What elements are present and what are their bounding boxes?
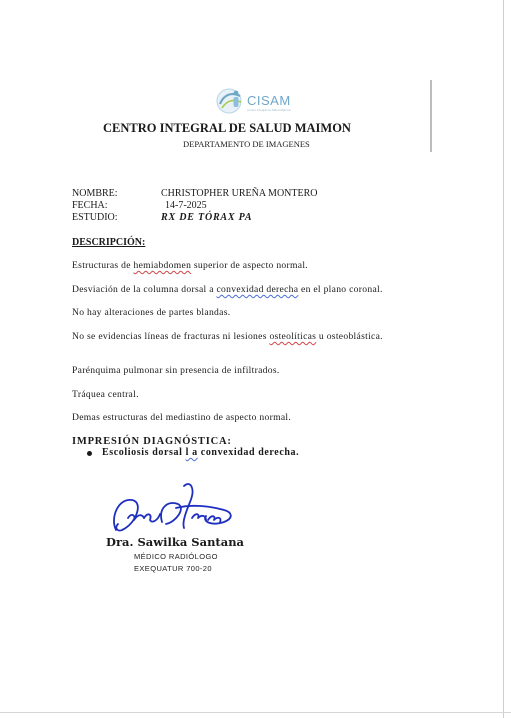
name-label: NOMBRE: — [72, 188, 118, 199]
logo-text: CISAM — [247, 93, 291, 108]
study-label: ESTUDIO: — [72, 212, 118, 223]
p2-text-c: en el plano coronal. — [298, 284, 383, 295]
p1-text-c: superior de aspecto normal. — [191, 260, 308, 271]
impression-item — [102, 447, 299, 458]
p4-misspelled-word: osteolíticas — [269, 331, 317, 342]
cisam-logo-icon — [214, 86, 246, 116]
study-value: RX DE TÓRAX PA — [161, 212, 253, 223]
date-label: FECHA: — [72, 200, 108, 211]
description-paragraph-2 — [72, 284, 412, 295]
bullet-icon — [87, 451, 92, 456]
p1-text-a: Estructuras de — [72, 260, 134, 271]
description-paragraph-6: Tráquea central. — [72, 389, 139, 400]
page-edge-right — [503, 0, 504, 718]
description-paragraph-1 — [72, 260, 412, 271]
impression-text-a: Escoliosis dorsal — [102, 447, 186, 458]
date-value: 14-7-2025 — [165, 200, 207, 211]
doctor-title: MÉDICO RADIÓLOGO — [134, 552, 218, 561]
page-edge-bottom — [0, 712, 511, 713]
p4-text-c: u osteoblástica. — [316, 331, 383, 342]
description-paragraph-3: No hay alteraciones de partes blandas. — [72, 307, 231, 318]
doctor-name: Dra. Sawilka Santana — [106, 535, 244, 549]
description-paragraph-7: Demas estructuras del mediastino de aspecto normal. — [72, 412, 292, 423]
center-name: CENTRO INTEGRAL DE SALUD MAIMON — [103, 121, 351, 135]
description-heading: DESCRIPCIÓN: — [72, 237, 146, 248]
p4-text-a: No se evidencias líneas de fracturas ni lesiones — [72, 331, 270, 342]
impression-grammar-flag: l a — [185, 447, 198, 458]
handwritten-signature — [106, 478, 246, 538]
impression-heading: IMPRESIÓN DIAGNÓSTICA: — [72, 436, 232, 447]
header-divider — [430, 80, 432, 152]
p2-grammar-flag: convexidad derecha — [216, 284, 299, 295]
logo-subtext: Centro Integral de Salud Maimon — [247, 108, 292, 112]
department-name: DEPARTAMENTO DE IMAGENES — [183, 139, 310, 149]
cisam-logo — [214, 86, 294, 118]
description-paragraph-5: Parénquima pulmonar sin presencia de infiltrados. — [72, 365, 280, 376]
name-value: CHRISTOPHER UREÑA MONTERO — [161, 188, 318, 199]
p1-misspelled-word: hemiabdomen — [133, 260, 192, 271]
description-paragraph-4 — [72, 331, 412, 342]
impression-text-c: convexidad derecha. — [197, 447, 300, 458]
p2-text-a: Desviación de la columna dorsal a — [72, 284, 217, 295]
doctor-exequatur: EXEQUATUR 700-20 — [134, 564, 212, 573]
